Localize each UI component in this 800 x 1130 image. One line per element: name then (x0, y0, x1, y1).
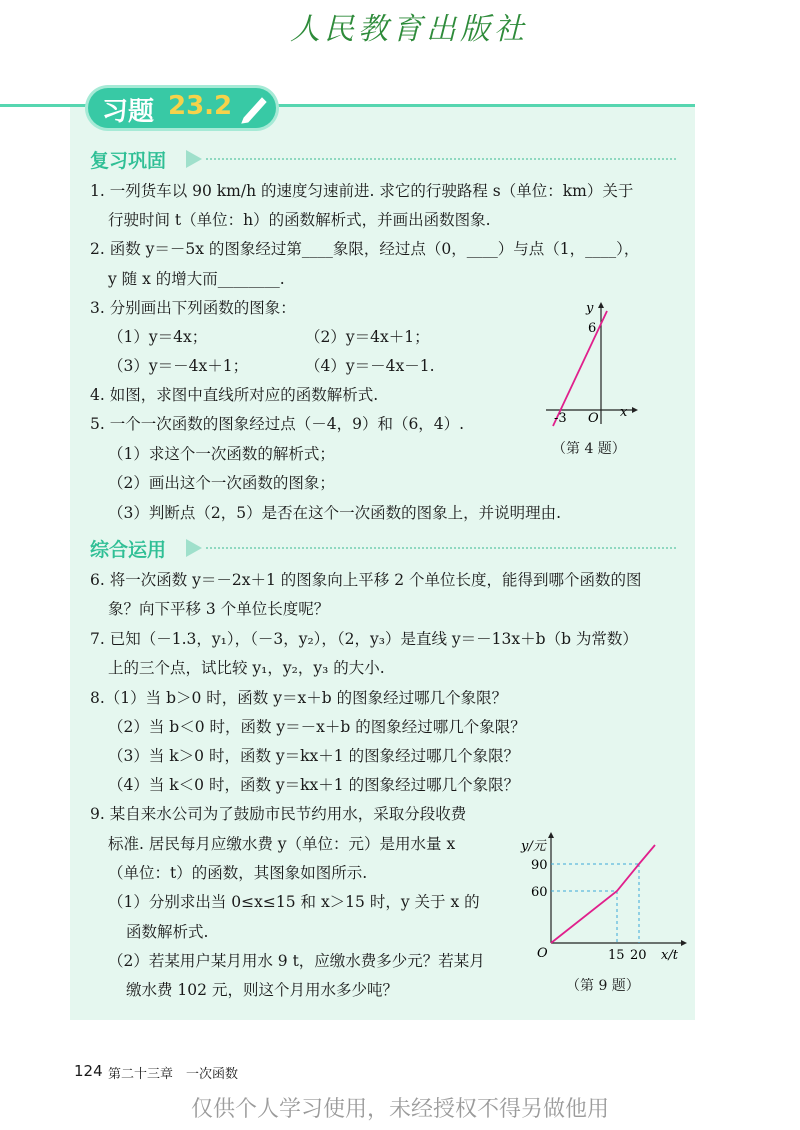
problem-line: （1）y＝4x； (108, 328, 208, 346)
chapter-title: 第二十三章 一次函数 (108, 1067, 239, 1082)
problem-line: 象？向下平移 3 个单位长度呢？ (108, 600, 330, 618)
problem-line: 7. 已知（－1.3，y₁），（－3，y₂），（2，y₃）是直线 y＝－13x＋b（b 为常数） (90, 630, 638, 648)
section-title: 综合运用 (90, 539, 167, 561)
dotted-divider (206, 547, 676, 549)
watermark: 仅供个人学习使用，未经授权不得另做他用 (190, 1097, 609, 1122)
problem-line: 函数解析式. (126, 923, 209, 941)
problem-line: 上的三个点，试比较 y₁，y₂，y₃ 的大小. (108, 659, 385, 677)
problem-line: （2）y＝4x＋1； (305, 328, 430, 346)
problem-line: （3）当 k＞0 时，函数 y＝kx＋1 的图象经过哪几个象限？ (108, 747, 520, 765)
problem-line: （2）画出这个一次函数的图象； (108, 474, 335, 492)
figure-4-graph (540, 298, 640, 428)
problem-line: （1）求这个一次函数的解析式； (108, 445, 335, 463)
figure-9-caption: （第 9 题） (566, 978, 640, 994)
problem-line: （2）当 b＜0 时，函数 y＝－x＋b 的图象经过哪几个象限？ (108, 718, 526, 736)
problem-line: 4. 如图，求图中直线所对应的函数解析式. (90, 386, 379, 404)
arrow-icon (186, 539, 202, 557)
publisher-logo: 人民教育出版社 (290, 12, 528, 47)
problem-line: （3）判断点（2，5）是否在这个一次函数的图象上，并说明理由. (108, 504, 562, 522)
problem-line: 缴水费 102 元，则这个月用水多少吨？ (126, 981, 398, 999)
pencil-icon (236, 92, 270, 124)
exercise-badge (88, 88, 276, 128)
problem-line: y 随 x 的增大而________. (108, 270, 285, 288)
arrow-icon (186, 150, 202, 168)
x-axis-arrow (681, 940, 687, 946)
origin-label: O (588, 411, 599, 426)
problem-line: 9. 某自来水公司为了鼓励市民节约用水，采取分段收费 (90, 805, 467, 823)
problem-line: （1）分别求出当 0≤x≤15 和 x＞15 时，y 关于 x 的 (108, 893, 480, 911)
problem-line: 8.（1）当 b＞0 时，函数 y＝x＋b 的图象经过哪几个象限？ (90, 689, 508, 707)
problem-line: （4）y＝－4x－1. (305, 357, 435, 375)
section-title: 复习巩固 (90, 150, 167, 172)
dotted-divider (206, 158, 676, 160)
section-apply (90, 535, 680, 563)
graph-line (553, 311, 607, 426)
y-axis-label: y/元 (521, 839, 546, 854)
y-intercept-label: 6 (588, 321, 597, 336)
x-axis-arrow (632, 407, 638, 413)
x-tick-label: 20 (630, 948, 647, 963)
exercise-number: 23.2 (168, 91, 233, 121)
problem-line: 行驶时间 t（单位：h）的函数解析式，并画出函数图象. (108, 211, 491, 229)
y-tick-label: 90 (531, 858, 548, 873)
problem-line: 3. 分别画出下列函数的图象： (90, 299, 296, 317)
problem-line: （2）若某用户某月用水 9 t，应缴水费多少元？若某月 (108, 952, 485, 970)
problem-line: 5. 一个一次函数的图象经过点（－4，9）和（6，4）. (90, 415, 465, 433)
y-tick-label: 60 (531, 885, 548, 900)
problem-line: （4）当 k＜0 时，函数 y＝kx＋1 的图象经过哪几个象限？ (108, 776, 520, 794)
problem-line: （单位：t）的函数，其图象如图所示. (108, 864, 368, 882)
page-number: 124 (74, 1062, 103, 1080)
problem-line: 2. 函数 y＝－5x 的图象经过第____象限，经过点（0，____）与点（1，____）， (90, 240, 640, 258)
origin-label: O (537, 946, 548, 961)
problem-line: 1. 一列货车以 90 km/h 的速度匀速前进. 求它的行驶路程 s（单位：km）关于 (90, 182, 634, 200)
problem-line: 6. 将一次函数 y＝－2x＋1 的图象向上平移 2 个单位长度，能得到哪个函数的图 (90, 571, 642, 589)
section-review (90, 146, 680, 174)
figure-9-graph (515, 830, 690, 965)
y-axis-label: y (586, 301, 594, 316)
x-axis-label: x (620, 405, 628, 420)
x-tick-label: 15 (608, 948, 625, 963)
problem-line: （3）y＝－4x＋1； (108, 357, 249, 375)
y-axis-arrow (548, 832, 554, 838)
y-axis-arrow (598, 302, 604, 308)
problem-line: 标准. 居民每月应缴水费 y（单位：元）是用水量 x (108, 835, 456, 853)
x-intercept-label: -3 (554, 411, 567, 426)
figure-4-caption: （第 4 题） (552, 441, 626, 457)
exercise-title: 习题 (102, 97, 155, 127)
x-axis-label: x/t (661, 948, 678, 963)
